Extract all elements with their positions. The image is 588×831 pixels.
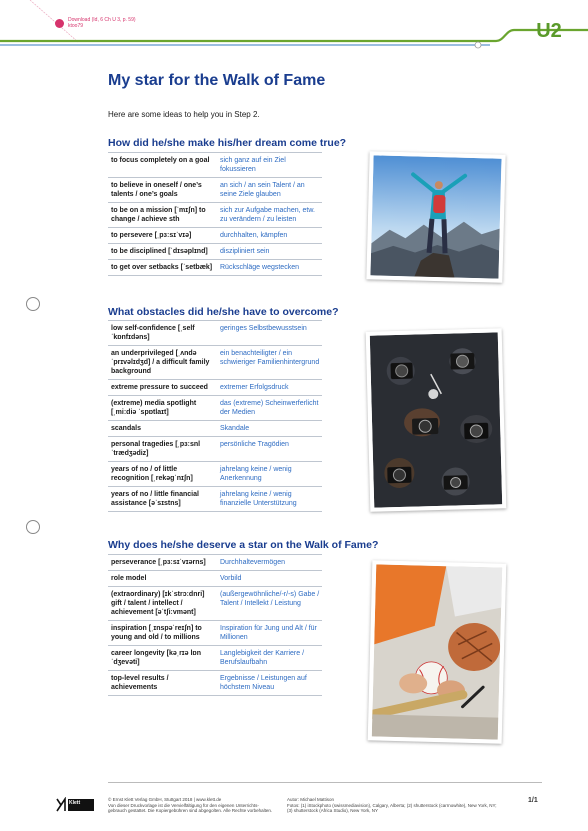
english-term: to get over setbacks [ˈsetbæk] [108, 260, 217, 276]
table-row [108, 587, 322, 621]
copyright-line: Von dieser Druckvorlage ist die Vervielfältigung für den eigenen Unterrichts- [108, 802, 259, 808]
german-translation: Vorbild [217, 571, 322, 587]
english-term: personal tragedies [ˌpɜːsnl ˈtrædʒədiz] [108, 437, 217, 462]
german-translation: ein benachteiligter / ein schwieriger Familienhintergrund [217, 346, 322, 380]
english-term: to be disciplined [ˈdɪsəplɪnd] [108, 244, 217, 260]
klett-logo-text: Klett [69, 800, 81, 806]
photo-credit-line: (3) shutterstock (Africa Studio), New York, NY [287, 808, 379, 813]
german-translation: persönliche Tragödien [217, 437, 322, 462]
english-term: to focus completely on a goal [108, 153, 217, 178]
german-translation: Durchhaltevermögen [217, 555, 322, 571]
section-heading-dream: How did he/she make his/her dream come true? [108, 137, 347, 149]
table-row [108, 178, 322, 203]
english-term: extreme pressure to succeed [108, 380, 217, 396]
table-row [108, 437, 322, 462]
german-translation: das (extreme) Scheinwerferlicht der Medien [217, 396, 322, 421]
german-translation: Rückschläge wegstecken [217, 260, 322, 276]
german-translation: jahrelang keine / wenig Anerkennung [217, 462, 322, 487]
table-row [108, 346, 322, 380]
copyright-line: gebrauch gestattet. Die Kopiergebühren sind abgegolten. Alle Rechte vorbehalten. [108, 808, 273, 813]
german-translation: Ergebnisse / Leistungen auf höchstem Niveau [217, 671, 322, 696]
german-translation: extremer Erfolgsdruck [217, 380, 322, 396]
table-row [108, 555, 322, 571]
vocab-table-dream [108, 152, 322, 276]
table-row [108, 203, 322, 228]
photo-credit-line: Fotos: (1) iStockphoto (swissmediavision), Calgary, Alberta; (2) shutterstock (carrnowhite), New York, NY; [287, 802, 497, 808]
footer-credits [287, 797, 517, 814]
english-term: years of no / of little recognition [ˌrekəɡˈnɪʃn] [108, 462, 217, 487]
english-term: to believe in oneself / one’s talents / one’s goals [108, 178, 217, 203]
unit-label: U2 [536, 20, 562, 42]
german-translation: (außergewöhnliche/-r/-s) Gabe / Talent / Intellekt / Leistung [217, 587, 322, 621]
punch-hole [26, 297, 40, 311]
english-term: inspiration [ˌɪnspəˈreɪʃn] to young and old / to millions [108, 621, 217, 646]
table-row [108, 321, 322, 346]
intro-text: Here are some ideas to help you in Step 2. [108, 110, 260, 119]
copyright-line: © Ernst Klett Verlag GmbH, Stuttgart 2018 | www.klett.de [108, 797, 222, 802]
german-translation: sich ganz auf ein Ziel fokussieren [217, 153, 322, 178]
german-translation: sich zur Aufgabe machen, etw. zu verändern / zu leisten [217, 203, 322, 228]
download-line-1: Download (Id, 6 Ch U 3, p. 59) [68, 17, 136, 23]
photo-press-photographers [366, 328, 507, 511]
footer-copyright [108, 797, 278, 814]
table-row [108, 228, 322, 244]
english-term: to be on a mission [ˈmɪʃn] to change / achieve sth [108, 203, 217, 228]
english-term: perseverance [ˌpɜːsɪˈvɪərns] [108, 555, 217, 571]
german-translation: Langlebigkeit der Karriere / Berufslaufbahn [217, 646, 322, 671]
vocab-table-deserve [108, 554, 322, 696]
punch-hole [26, 520, 40, 534]
author-line: Autor: Michael Mattison [287, 797, 335, 802]
german-translation: Inspiration für Jung und Alt / für Millionen [217, 621, 322, 646]
table-row [108, 621, 322, 646]
table-row [108, 380, 322, 396]
english-term: low self-confidence [ˌselfˈkɒnfɪdəns] [108, 321, 217, 346]
table-row [108, 396, 322, 421]
table-row [108, 462, 322, 487]
table-row [108, 421, 322, 437]
german-translation: jahrelang keine / wenig finanzielle Unterstützung [217, 487, 322, 512]
table-row [108, 260, 322, 276]
table-row [108, 671, 322, 696]
english-term: scandals [108, 421, 217, 437]
table-row [108, 244, 322, 260]
german-translation: diszipliniert sein [217, 244, 322, 260]
footer-rule [108, 782, 542, 783]
english-term: an underprivileged [ˌʌndəˈprɪvəlɪdʒd] / a difficult family background [108, 346, 217, 380]
english-term: years of no / little financial assistance [əˈsɪstns] [108, 487, 217, 512]
photo-hiker-mountain [366, 151, 505, 283]
header-rule [0, 28, 588, 52]
german-translation: Skandale [217, 421, 322, 437]
german-translation: an sich / an sein Talent / an seine Ziele glauben [217, 178, 322, 203]
photo-autograph-baseball [368, 560, 507, 743]
english-term: to persevere [ˌpɜːsɪˈvɪə] [108, 228, 217, 244]
table-row [108, 153, 322, 178]
section-heading-obstacles: What obstacles did he/she have to overcome? [108, 306, 339, 318]
page-title: My star for the Walk of Fame [108, 72, 326, 89]
german-translation: durchhalten, kämpfen [217, 228, 322, 244]
table-row [108, 487, 322, 512]
table-row [108, 646, 322, 671]
english-term: role model [108, 571, 217, 587]
english-term: (extreme) media spotlight [ˌmiːdiə ˈspɒtlaɪt] [108, 396, 217, 421]
table-row [108, 571, 322, 587]
vocab-table-obstacles [108, 320, 322, 512]
page-number: 1/1 [528, 797, 538, 804]
english-term: career longevity [kəˌrɪə lɒnˈdʒevəti] [108, 646, 217, 671]
english-term: top-level results / achievements [108, 671, 217, 696]
german-translation: geringes Selbstbewusstsein [217, 321, 322, 346]
download-line-2: ktoo79 [68, 23, 84, 29]
section-heading-deserve: Why does he/she deserve a star on the Walk of Fame? [108, 539, 379, 551]
download-icon[interactable] [55, 19, 64, 28]
english-term: (extraordinary) [ɪkˈstrɔːdnri] gift / talent / intellect / achievement [əˈtʃiːvmənt] [108, 587, 217, 621]
